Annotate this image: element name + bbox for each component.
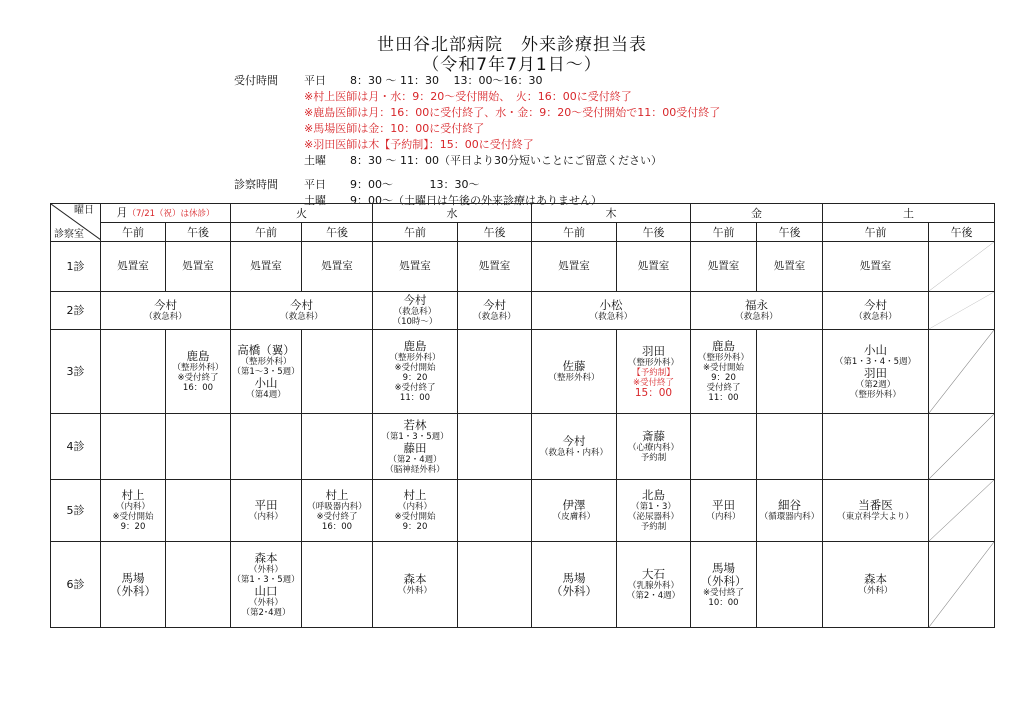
cell-treatment-room: 処置室 <box>532 242 617 292</box>
room-label: 6診 <box>51 542 101 628</box>
cell-treatment-room: 処置室 <box>302 242 373 292</box>
cell-doctor: 小山 （第1・3・4・5週） 羽田 （第2週） （整形外科） <box>823 330 929 414</box>
cell-doctor: 馬場 （外科） <box>101 542 166 628</box>
cell-doctor: 大石 （乳腺外科） （第2・4週） <box>617 542 691 628</box>
closed-diagonal <box>929 292 994 329</box>
cell-treatment-room: 処置室 <box>231 242 302 292</box>
cell-doctor: 馬場 （外科） <box>532 542 617 628</box>
cell-doctor: 羽田 （整形外科） 【予約制】 ※受付終了 15：00 <box>617 330 691 414</box>
cell-doctor: 鹿島 （整形外科） ※受付開始 9：20 ※受付終了 11：00 <box>373 330 458 414</box>
cell-empty <box>302 542 373 628</box>
am-header: 午前 <box>691 223 757 242</box>
sat-pm-closed <box>929 480 995 542</box>
cell-treatment-room: 処置室 <box>166 242 231 292</box>
closed-diagonal <box>929 330 994 413</box>
am-header: 午前 <box>373 223 458 242</box>
pm-header: 午後 <box>757 223 823 242</box>
reception-note: ※馬場医師は金：10：00に受付終了 <box>304 122 485 135</box>
am-header: 午前 <box>823 223 929 242</box>
cell-treatment-room: 処置室 <box>373 242 458 292</box>
cell-empty <box>823 414 929 480</box>
reception-label: 受付時間 <box>234 74 278 87</box>
page-title: 世田谷北部病院 外来診療担当表 <box>377 35 647 55</box>
cell-doctor: 馬場 （外科） ※受付終了 10：00 <box>691 542 757 628</box>
cell-empty <box>231 414 302 480</box>
day-header-sat: 土 <box>823 204 995 223</box>
cell-doctor: 斎藤 （心療内科） 予約制 <box>617 414 691 480</box>
cell-empty <box>757 542 823 628</box>
consultation-weekday-time: 9：00～ 13：30～ <box>350 178 480 191</box>
cell-empty <box>101 330 166 414</box>
day-header-mon: 月（7/21（祝）は休診） <box>101 204 231 223</box>
sat-pm-closed <box>929 542 995 628</box>
cell-doctor: 森本 （外科） （第1・3・5週） 山口 （外科） （第2･4週） <box>231 542 302 628</box>
cell-doctor: 今村 （救急科） <box>101 292 231 330</box>
cell-treatment-room: 処置室 <box>617 242 691 292</box>
room-label: 5診 <box>51 480 101 542</box>
cell-treatment-room: 処置室 <box>458 242 532 292</box>
cell-doctor: 北島 （第1・3） （泌尿器科） 予約制 <box>617 480 691 542</box>
cell-doctor: 村上 （内科） ※受付開始 9：20 <box>373 480 458 542</box>
sat-pm-closed <box>929 242 995 292</box>
reception-note: ※鹿島医師は月：16：00に受付終了、水・金：9：20～受付開始で11：00受付終了 <box>304 106 721 119</box>
cell-empty <box>166 414 231 480</box>
cell-empty <box>757 330 823 414</box>
reception-note: ※羽田医師は木【予約制】：15：00に受付終了 <box>304 138 534 151</box>
cell-doctor: 当番医 （東京科学大より） <box>823 480 929 542</box>
reception-weekday-time: 8：30 ～ 11：30 13：00～16：30 <box>350 74 543 87</box>
cell-doctor: 鹿島 （整形外科） ※受付開始 9：20 受付終了 11：00 <box>691 330 757 414</box>
cell-empty <box>458 330 532 414</box>
room-label: 2診 <box>51 292 101 330</box>
room-label: 1診 <box>51 242 101 292</box>
cell-empty <box>458 480 532 542</box>
sat-pm-closed <box>929 330 995 414</box>
cell-doctor: 今村 （救急科） <box>458 292 532 330</box>
pm-header: 午後 <box>302 223 373 242</box>
cell-empty <box>757 414 823 480</box>
cell-doctor: 若林 （第1・3・5週） 藤田 （第2・4週） （脳神経外科） <box>373 414 458 480</box>
cell-empty <box>458 542 532 628</box>
cell-doctor: 平田 （内科） <box>691 480 757 542</box>
header-corner: 曜日 診察室 <box>51 204 101 242</box>
consultation-label: 診察時間 <box>234 178 278 191</box>
cell-treatment-room: 処置室 <box>691 242 757 292</box>
room-label: 4診 <box>51 414 101 480</box>
cell-empty <box>166 542 231 628</box>
sat-pm-closed <box>929 292 995 330</box>
cell-doctor: 村上 （内科） ※受付開始 9：20 <box>101 480 166 542</box>
room-label: 3診 <box>51 330 101 414</box>
cell-doctor: 森本 （外科） <box>823 542 929 628</box>
cell-empty <box>691 414 757 480</box>
cell-treatment-room: 処置室 <box>757 242 823 292</box>
cell-doctor: 伊澤 （皮膚科） <box>532 480 617 542</box>
closed-diagonal <box>929 242 994 291</box>
closed-diagonal <box>929 480 994 541</box>
cell-doctor: 細谷 （循環器内科） <box>757 480 823 542</box>
cell-empty <box>458 414 532 480</box>
cell-empty <box>166 480 231 542</box>
am-header: 午前 <box>532 223 617 242</box>
reception-saturday-time: 8：30 ～ 11：00（平日より30分短いことにご留意ください） <box>350 154 662 167</box>
cell-doctor: 村上 （呼吸器内科） ※受付終了 16：00 <box>302 480 373 542</box>
reception-note: ※村上医師は月・水：9：20～受付開始、 火：16：00に受付終了 <box>304 90 632 103</box>
day-header-fri: 金 <box>691 204 823 223</box>
cell-doctor: 今村 （救急科） <box>231 292 373 330</box>
cell-doctor: 福永 （救急科） <box>691 292 823 330</box>
cell-empty <box>101 414 166 480</box>
page-subtitle: （令和7年7月1日～） <box>422 55 602 75</box>
am-header: 午前 <box>101 223 166 242</box>
sat-pm-closed <box>929 414 995 480</box>
hours-info: 受付時間 平日 8：30 ～ 11：30 13：00～16：30 ※村上医師は月・水：9：20～受付開始、 火：16：00に受付終了 ※鹿島医師は月：16：00に受付終了、水・金：9：20～受付開始で11：00受付終了 ※馬場医師は金：10：00に受付終了 ※羽田医師は木【予約制】：15：00に受付終了 土曜 8：30 ～ 11：00（平日より30分短いことにご留意ください） 診察時間 平日 9：00～ 13：30～ 土曜 9：00～（土曜日は午後の外来診療はありません） <box>234 74 721 207</box>
holiday-note: （7/21（祝）は休診） <box>127 208 215 219</box>
cell-doctor: 平田 （内科） <box>231 480 302 542</box>
day-header-thu: 木 <box>532 204 691 223</box>
cell-empty <box>302 330 373 414</box>
schedule-table <box>50 203 995 628</box>
cell-doctor: 森本 （外科） <box>373 542 458 628</box>
cell-empty <box>302 414 373 480</box>
pm-header: 午後 <box>617 223 691 242</box>
day-header-tue: 火 <box>231 204 373 223</box>
cell-doctor: 鹿島 （整形外科） ※受付終了 16：00 <box>166 330 231 414</box>
am-header: 午前 <box>231 223 302 242</box>
cell-doctor: 今村 （救急科・内科） <box>532 414 617 480</box>
cell-doctor: 今村 （救急科） <box>823 292 929 330</box>
cell-treatment-room: 処置室 <box>101 242 166 292</box>
closed-diagonal <box>929 542 994 627</box>
pm-header: 午後 <box>458 223 532 242</box>
closed-diagonal <box>929 414 994 479</box>
day-header-wed: 水 <box>373 204 532 223</box>
pm-header: 午後 <box>166 223 231 242</box>
cell-doctor: 小松 （救急科） <box>532 292 691 330</box>
consultation-saturday-time: 9：00～（土曜日は午後の外来診療はありません） <box>350 194 602 207</box>
cell-doctor: 高橋（翼） （整形外科） （第1～3・5週） 小山 （第4週） <box>231 330 302 414</box>
cell-doctor: 佐藤 （整形外科） <box>532 330 617 414</box>
cell-treatment-room: 処置室 <box>823 242 929 292</box>
pm-header: 午後 <box>929 223 995 242</box>
cell-doctor: 今村 （救急科） （10時～） <box>373 292 458 330</box>
